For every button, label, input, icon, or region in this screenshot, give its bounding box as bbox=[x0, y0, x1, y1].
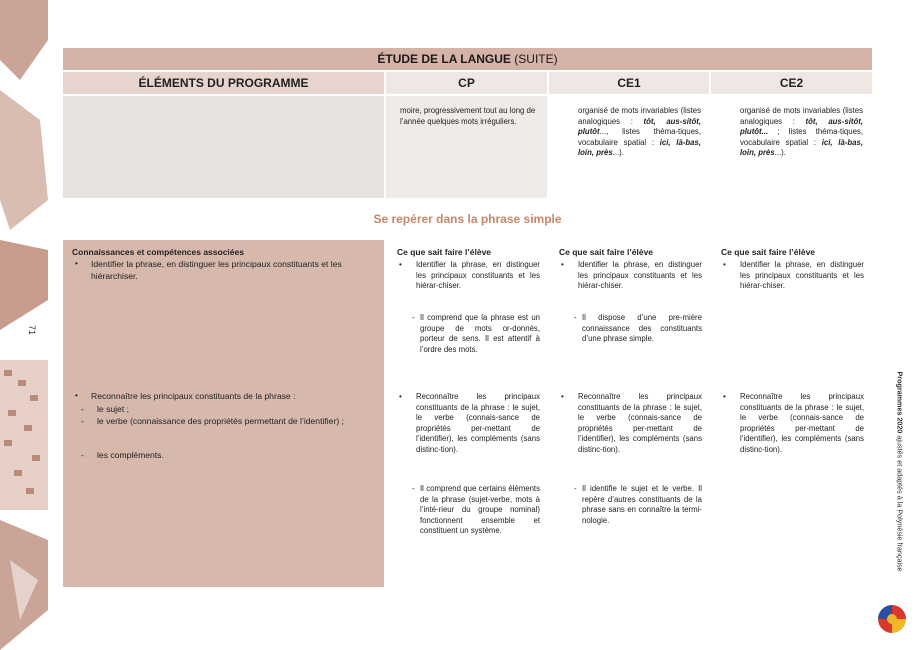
dash-icon: - bbox=[574, 484, 577, 493]
competence-item-2: Reconnaître les principaux constituants de la phrase : bbox=[91, 391, 296, 401]
cp-row1-text: moire, progressivement tout au long de l’année quelques mots irréguliers. bbox=[400, 106, 536, 126]
ce1-detail-2: Il identifie le sujet et le verbe. Il repère d’autres constituants de la phrase sans en connaître la termi-nologie. bbox=[582, 484, 702, 525]
page-number: 71 bbox=[27, 324, 38, 336]
ce1-eleve-heading: Ce que sait faire l’élève bbox=[559, 247, 654, 257]
title-main: ÉTUDE DE LA LANGUE bbox=[377, 52, 511, 66]
bullet-icon: • bbox=[561, 260, 564, 269]
bullet-icon: • bbox=[399, 260, 402, 269]
ce1-row1-ital1: tôt, aus-sitôt, plutôt bbox=[578, 116, 701, 137]
ce1-row1-part1: organisé de mots invariables (listes analogiques : bbox=[578, 106, 701, 126]
dash-icon: - bbox=[574, 313, 577, 322]
ce1-row1-ital2: ici, là-bas, loin, près bbox=[578, 137, 702, 158]
bullet-icon: • bbox=[723, 392, 726, 401]
polynesia-emblem-icon bbox=[877, 604, 907, 634]
title-suffix: (SUITE) bbox=[510, 52, 558, 66]
ce2-eleve-heading: Ce que sait faire l’élève bbox=[721, 247, 816, 257]
bullet-icon: • bbox=[561, 392, 564, 401]
competence-sub-3: les compléments. bbox=[97, 450, 164, 460]
ce2-row1-ital1: tôt, aus-sitôt, plutôt... bbox=[740, 116, 863, 137]
cp-detail-1: Il comprend que la phrase est un groupe de mots or-donnés, porteur de sens. Il est attentif à l’ordre des mots. bbox=[420, 313, 540, 354]
ce1-row1-part2: ..., listes théma-tiques, vocabulaire spatial : bbox=[578, 127, 701, 147]
program-cell-empty bbox=[63, 96, 384, 198]
bullet-icon: • bbox=[399, 392, 402, 401]
bullet-icon: • bbox=[75, 391, 78, 400]
dash-icon: - bbox=[81, 416, 84, 426]
dash-icon: - bbox=[81, 404, 84, 414]
ce2-row1-text bbox=[740, 106, 863, 159]
dash-icon: - bbox=[412, 484, 415, 493]
ce2-item-1: Identifier la phrase, en distinguer les principaux constituants et les hiérar-chiser. bbox=[740, 260, 864, 291]
dash-icon: - bbox=[81, 450, 84, 460]
ce2-row1-part2: ; listes théma-tiques, vocabulaire spatial : bbox=[740, 127, 863, 147]
side-note bbox=[895, 372, 905, 592]
cp-detail-2: Il comprend que certains éléments de la phrase (sujet-verbe, mots à l’inté-rieur du groupe nominal) fonctionnent ensemble et constituent un système. bbox=[420, 484, 540, 536]
ce1-detail-1: Il dispose d’une pre-mière connaissance des constituants d’une phrase simple. bbox=[582, 313, 702, 344]
header-ce2: CE2 bbox=[711, 72, 872, 94]
side-note-bold: Programmes 2020 bbox=[895, 371, 905, 434]
side-note-rest: ajustés et adaptés à la Polynésie française bbox=[895, 433, 905, 572]
competence-item-1: Identifier la phrase, en distinguer les principaux constituants et les hiérarchiser. bbox=[91, 259, 342, 281]
ce2-row1-part1: organisé de mots invariables (listes analogiques : bbox=[740, 106, 863, 126]
ce1-item-2: Reconnaître les principaux constituants de la phrase : le sujet, le verbe (connais-sance de propriétés per-mettant de l’identifier), les compléments (sans distinc-tion). bbox=[578, 392, 702, 454]
header-ce1: CE1 bbox=[549, 72, 709, 94]
competence-sub-1: le sujet ; bbox=[97, 404, 130, 414]
section-header bbox=[63, 48, 872, 70]
ce1-item-1: Identifier la phrase, en distinguer les principaux constituants et les hiérar-chiser. bbox=[578, 260, 702, 291]
cp-item-2: Reconnaître les principaux constituants de la phrase : le sujet, le verbe (connais-sance de propriétés per-mettant de l’identifier), les compléments (sans distinc-tion). bbox=[416, 392, 540, 454]
ce1-row1-text bbox=[578, 106, 701, 159]
bullet-icon: • bbox=[723, 260, 726, 269]
competence-sub-2: le verbe (connaissance des propriétés permettant de l’identifier) ; bbox=[97, 416, 344, 426]
ce1-row1-part3: ...). bbox=[612, 148, 624, 158]
ce2-row1-part3: ...). bbox=[774, 148, 786, 158]
ce2-item-2: Reconnaître les principaux constituants de la phrase : le sujet, le verbe (connais-sance de propriétés per-mettant de l’identifier), les compléments (sans distinc-tion). bbox=[740, 392, 864, 454]
competences-title: Connaissances et compétences associées bbox=[72, 247, 244, 257]
cp-item-1: Identifier la phrase, en distinguer les principaux constituants et les hiérar-chiser. bbox=[416, 260, 540, 291]
header-program: ÉLÉMENTS DU PROGRAMME bbox=[63, 72, 384, 94]
bullet-icon: • bbox=[75, 259, 78, 268]
cp-eleve-heading: Ce que sait faire l’élève bbox=[397, 247, 492, 257]
header-cp: CP bbox=[386, 72, 547, 94]
subsection-title: Se repérer dans la phrase simple bbox=[373, 212, 562, 226]
decorative-pattern bbox=[0, 0, 48, 650]
ce2-row1-ital2: ici, là-bas, loin, près bbox=[740, 137, 864, 158]
dash-icon: - bbox=[412, 313, 415, 322]
